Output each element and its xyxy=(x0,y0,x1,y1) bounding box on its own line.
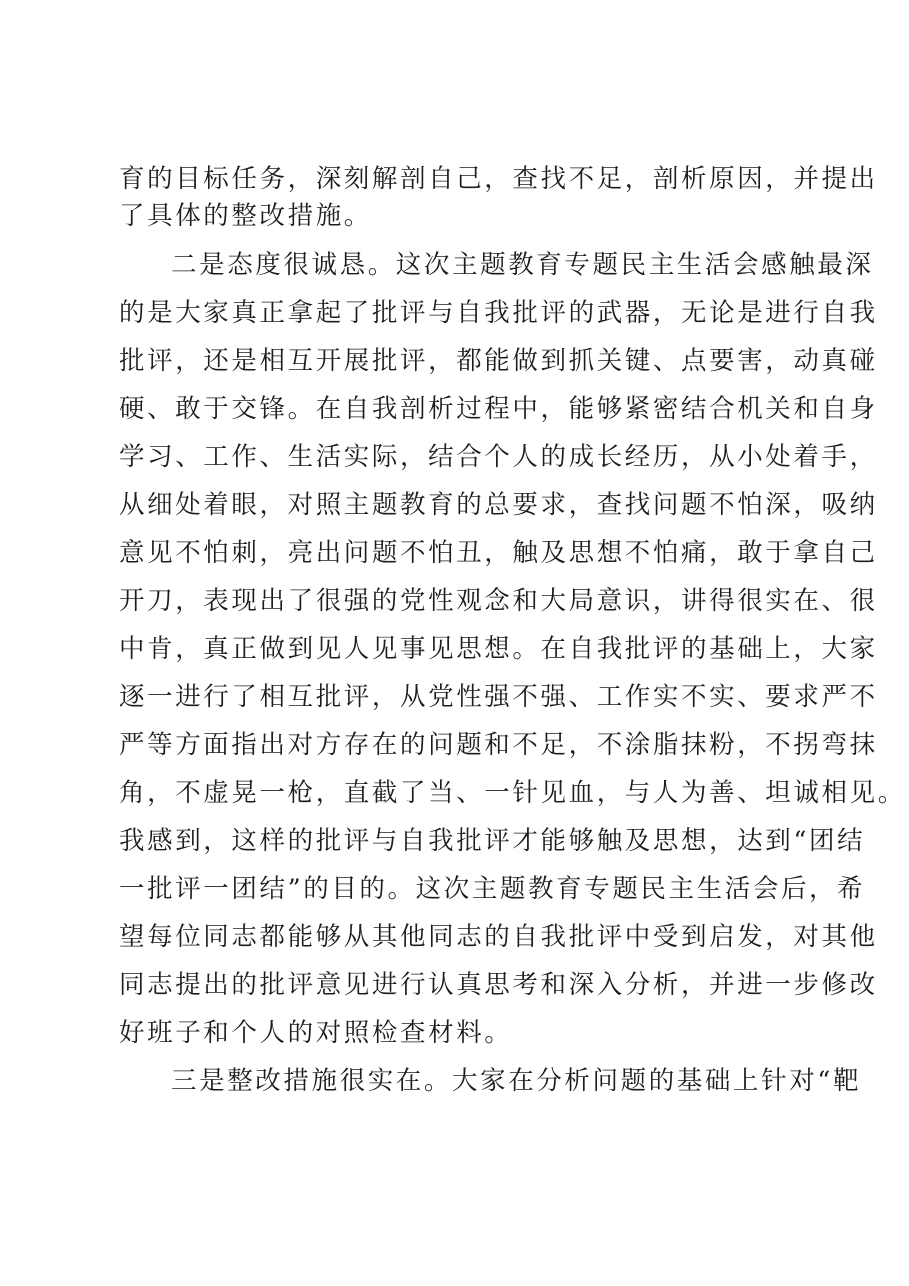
text-line: 意见不怕刺，亮出问题不怕丑，触及思想不怕痛，敢于拿自己 xyxy=(119,538,878,568)
text-line: 望每位同志都能够从其他同志的自我批评中受到启发，对其他 xyxy=(119,922,878,952)
paragraph-start-line: 二是态度很诚恳。这次主题教育专题民主生活会感触最深 xyxy=(171,250,874,280)
text-line: 学习、工作、生活实际，结合个人的成长经历，从小处着手， xyxy=(119,442,878,472)
text-line: 育的目标任务，深刻解剖自己，查找不足，剖析原因，并提出 xyxy=(119,164,878,194)
text-line: 一批评一团结”的目的。这次主题教育专题民主生活会后，希 xyxy=(119,874,866,904)
text-line: 角，不虚晃一枪，直截了当、一针见血，与人为善、坦诚相见。 xyxy=(119,778,906,808)
text-line: 了具体的整改措施。 xyxy=(119,201,372,231)
text-line: 的是大家真正拿起了批评与自我批评的武器，无论是进行自我 xyxy=(119,298,878,328)
text-line: 从细处着眼，对照主题教育的总要求，查找问题不怕深，吸纳 xyxy=(119,490,878,520)
paragraph-start-line: 三是整改措施很实在。大家在分析问题的基础上针对“靶 xyxy=(171,1066,862,1096)
text-line: 同志提出的批评意见进行认真思考和深入分析，并进一步修改 xyxy=(119,970,878,1000)
text-line: 逐一进行了相互批评，从党性强不强、工作实不实、要求严不 xyxy=(119,682,878,712)
text-line: 批评，还是相互开展批评，都能做到抓关键、点要害，动真碰 xyxy=(119,346,878,376)
text-line: 开刀，表现出了很强的党性观念和大局意识，讲得很实在、很 xyxy=(119,586,878,616)
text-line: 我感到，这样的批评与自我批评才能够触及思想，达到“团结 xyxy=(119,826,866,856)
text-line: 中肯，真正做到见人见事见思想。在自我批评的基础上，大家 xyxy=(119,634,878,664)
text-line: 严等方面指出对方存在的问题和不足，不涂脂抹粉，不拐弯抹 xyxy=(119,730,878,760)
text-line: 硬、敢于交锋。在自我剖析过程中，能够紧密结合机关和自身 xyxy=(119,394,878,424)
text-line: 好班子和个人的对照检查材料。 xyxy=(119,1018,513,1048)
